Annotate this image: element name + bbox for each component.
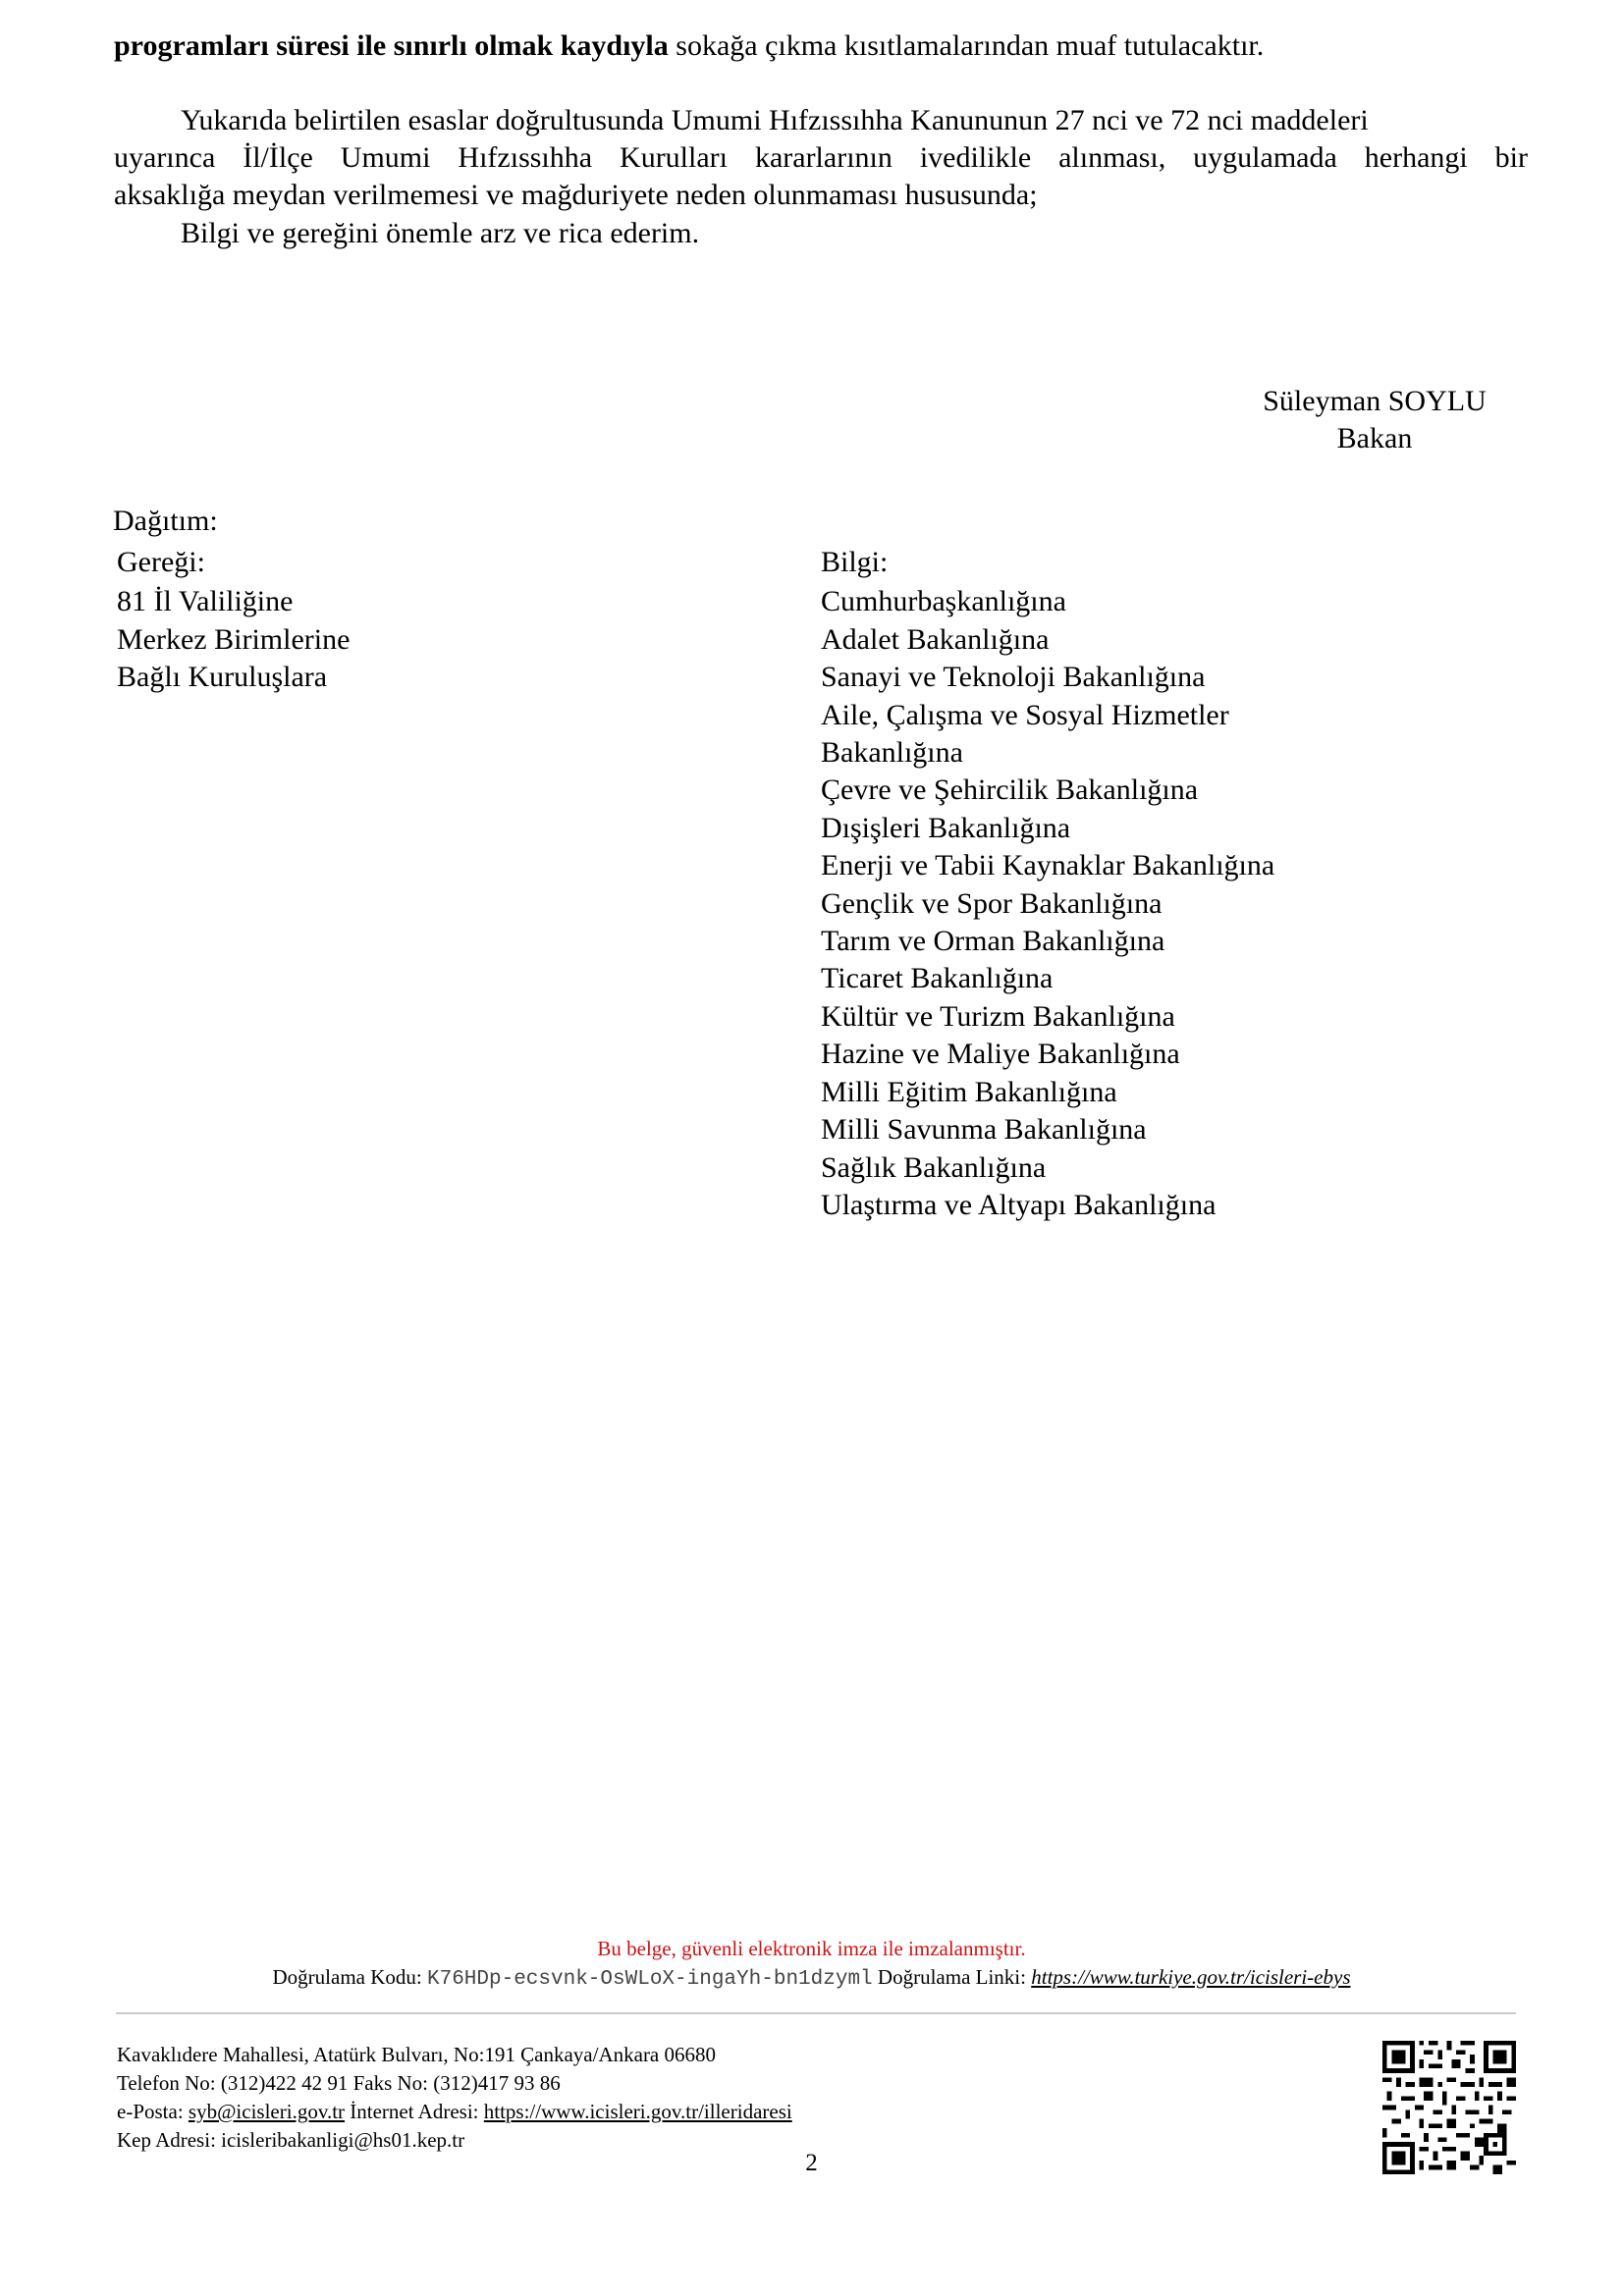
footer-kep: Kep Adresi: icisleribakanligi@hs01.kep.tr bbox=[117, 2128, 465, 2152]
signatory-name: Süleyman SOYLU bbox=[1263, 385, 1487, 417]
list-item: Kültür ve Turizm Bakanlığına bbox=[821, 999, 1175, 1033]
list-item: Tarım ve Orman Bakanlığına bbox=[821, 925, 1165, 958]
email-label: e-Posta: bbox=[117, 2100, 189, 2123]
list-item: Dışişleri Bakanlığına bbox=[821, 811, 1071, 844]
footer-phone: Telefon No: (312)422 42 91 Faks No: (312)417 93 86 bbox=[117, 2071, 561, 2095]
web-label: İnternet Adresi: bbox=[345, 2100, 484, 2123]
footer-contact bbox=[117, 2041, 792, 2155]
list-item: Ulaştırma ve Altyapı Bakanlığına bbox=[821, 1188, 1217, 1221]
list-item: Gençlik ve Spor Bakanlığına bbox=[821, 886, 1163, 920]
distribution-title: Dağıtım: bbox=[113, 505, 218, 537]
list-item: Adalet Bakanlığına bbox=[821, 622, 1050, 656]
distribution-gereği-column bbox=[117, 544, 706, 697]
list-item: Sanayi ve Teknoloji Bakanlığına bbox=[821, 661, 1206, 694]
verification-link[interactable]: https://www.turkiye.gov.tr/icisleri-ebys bbox=[1031, 1965, 1351, 1989]
list-item: Milli Eğitim Bakanlığına bbox=[821, 1075, 1117, 1108]
page-number: 2 bbox=[805, 2150, 818, 2176]
qr-code-icon bbox=[1382, 2041, 1516, 2174]
paragraph-closing: Bilgi ve gereğini önemle arz ve rica ederim. bbox=[181, 217, 700, 249]
list-item: Bağlı Kuruluşlara bbox=[117, 661, 328, 694]
list-item: Enerji ve Tabii Kaynaklar Bakanlığına bbox=[821, 849, 1275, 882]
list-item: Hazine ve Maliye Bakanlığına bbox=[821, 1038, 1180, 1071]
gereği-label: Gereği: bbox=[117, 546, 205, 578]
verification-line bbox=[0, 1963, 1623, 1994]
signatory-title: Bakan bbox=[1336, 422, 1413, 454]
list-item: Sağlık Bakanlığına bbox=[821, 1150, 1047, 1184]
bilgi-label: Bilgi: bbox=[821, 546, 889, 578]
verification-link-label: Doğrulama Linki: bbox=[872, 1965, 1032, 1989]
instructions-line-2: uyarınca İl/İlçe Umumi Hıfzıssıhha Kurulları kararlarının ivedilikle alınması, uygulamada herhangi bir bbox=[114, 141, 1528, 174]
instructions-line-1: Yukarıda belirtilen esaslar doğrultusunda Umumi Hıfzıssıhha Kanununun 27 nci ve 72 nci maddeleri bbox=[181, 104, 1369, 136]
list-item: Cumhurbaşkanlığına bbox=[821, 585, 1066, 618]
paragraph-exemption bbox=[114, 27, 1528, 65]
e-signature-notice: Bu belge, güvenli elektronik imza ile imzalanmıştır. bbox=[597, 1937, 1026, 1960]
verification-block bbox=[0, 1935, 1623, 1994]
signature-block bbox=[1217, 383, 1532, 457]
distribution-bilgi-column bbox=[821, 544, 1508, 1224]
email-link[interactable]: syb@icisleri.gov.tr bbox=[188, 2100, 346, 2123]
footer-divider bbox=[116, 2012, 1516, 2014]
bilgi-list bbox=[821, 583, 1508, 1224]
gereği-list bbox=[117, 583, 706, 696]
exemption-text: sokağa çıkma kısıtlamalarından muaf tutulacaktır. bbox=[668, 29, 1265, 62]
exemption-bold-text: programları süresi ile sınırlı olmak kaydıyla bbox=[114, 29, 669, 62]
list-item: Merkez Birimlerine bbox=[117, 622, 351, 656]
verification-code-label: Doğrulama Kodu: bbox=[272, 1965, 427, 1989]
web-link[interactable]: https://www.icisleri.gov.tr/illeridaresi bbox=[483, 2100, 792, 2123]
footer-email-web bbox=[117, 2098, 792, 2126]
instructions-line-3: aksaklığa meydan verilmemesi ve mağduriyete neden olunmaması hususunda; bbox=[114, 179, 1038, 211]
footer-address: Kavaklıdere Mahallesi, Atatürk Bulvarı, No:191 Çankaya/Ankara 06680 bbox=[117, 2043, 717, 2066]
paragraph-instructions bbox=[114, 102, 1528, 214]
list-item: Çevre ve Şehircilik Bakanlığına bbox=[821, 774, 1199, 807]
list-item: 81 İl Valiliğine bbox=[117, 585, 294, 618]
list-item: Aile, Çalışma ve Sosyal Hizmetler bbox=[821, 698, 1229, 731]
list-item: Ticaret Bakanlığına bbox=[821, 962, 1054, 995]
verification-code: K76HDp-ecsvnk-OsWLoX-ingaYh-bn1dzyml bbox=[426, 1968, 873, 1991]
list-item: Bakanlığına bbox=[821, 736, 963, 770]
list-item: Milli Savunma Bakanlığına bbox=[821, 1113, 1147, 1147]
